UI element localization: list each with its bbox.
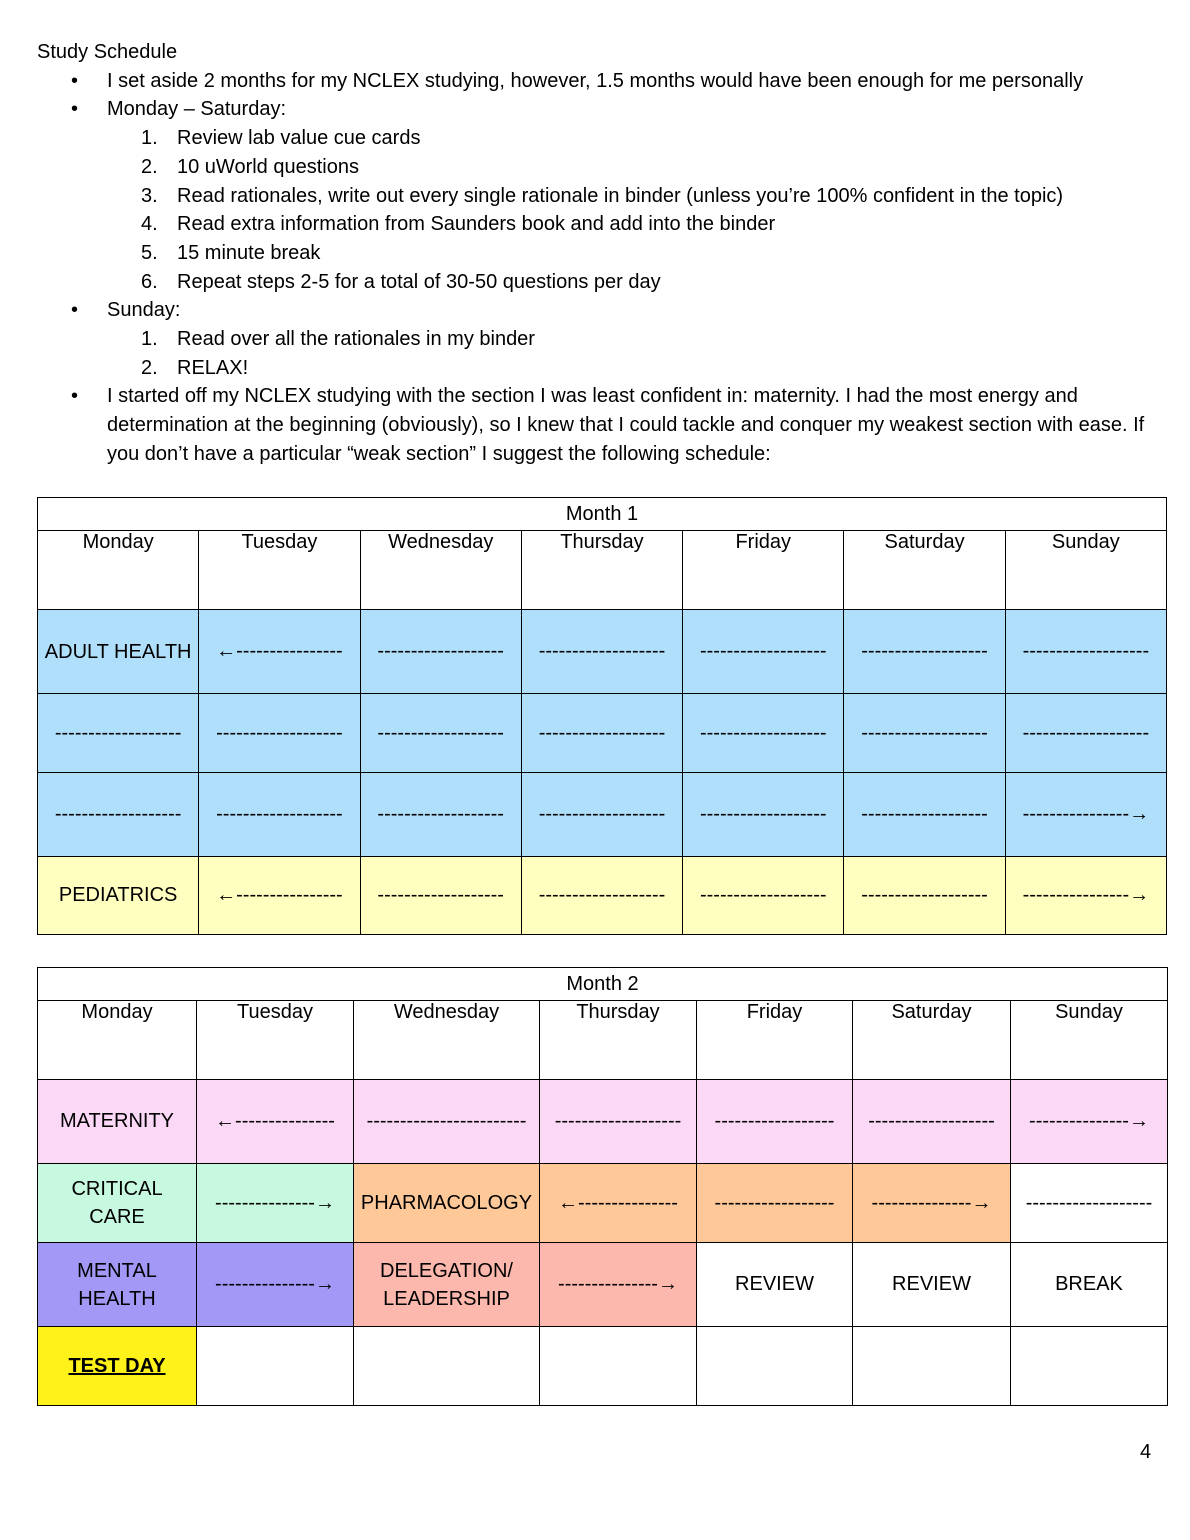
bullet-text: I started off my NCLEX studying with the section I was least confident in: maternity. I had the most energy and determination at the beginning (obviously), so I knew that I could tackle and conquer my weakest section with ease. If you don’t have a particular “weak section” I suggest the following schedule:: [107, 385, 1145, 465]
schedule-cell: -------------------: [521, 857, 682, 935]
schedule-cell: -------------------: [360, 610, 521, 694]
bullet-weekdays: [37, 95, 1167, 296]
subject-mental-health: MENTAL HEALTH: [38, 1243, 197, 1327]
review-cell: REVIEW: [853, 1243, 1011, 1327]
schedule-cell: ---------------→: [197, 1164, 354, 1243]
empty-cell: [197, 1327, 354, 1406]
step-item: 1. Read over all the rationales in my binder: [141, 328, 535, 351]
schedule-cell: -------------------: [521, 694, 682, 773]
empty-cell: [1011, 1327, 1168, 1406]
day-header: Wednesday: [354, 1001, 540, 1080]
schedule-cell: -------------------: [683, 610, 844, 694]
day-header: Tuesday: [199, 531, 360, 610]
month1-title: Month 1: [38, 498, 1167, 531]
empty-cell: [354, 1327, 540, 1406]
day-header: Sunday: [1005, 531, 1166, 610]
step-item: 2. RELAX!: [141, 356, 249, 379]
schedule-cell: -------------------: [683, 773, 844, 857]
schedule-cell: ←----------------: [199, 610, 360, 694]
schedule-cell: -------------------: [199, 694, 360, 773]
schedule-cell: -------------------: [199, 773, 360, 857]
schedule-cell: -------------------: [360, 857, 521, 935]
schedule-cell: -------------------: [360, 773, 521, 857]
bullet-text: Sunday:: [107, 299, 181, 322]
day-header: Thursday: [540, 1001, 697, 1080]
schedule-cell: ------------------------: [354, 1080, 540, 1164]
schedule-cell: ---------------→: [540, 1243, 697, 1327]
schedule-cell: -------------------: [844, 857, 1005, 935]
month2-title: Month 2: [38, 968, 1168, 1001]
schedule-cell: -------------------: [683, 857, 844, 935]
day-header: Friday: [697, 1001, 853, 1080]
page-heading: Study Schedule: [37, 41, 178, 63]
schedule-cell: -------------------: [521, 773, 682, 857]
schedule-cell: -------------------: [844, 694, 1005, 773]
day-header: Monday: [38, 1001, 197, 1080]
empty-cell: [697, 1327, 853, 1406]
step-item: 3. Read rationales, write out every single rationale in binder (unless you’re 100% confident in the topic): [141, 184, 1064, 207]
schedule-cell: ----------------→: [1005, 773, 1166, 857]
schedule-cell: -------------------: [360, 694, 521, 773]
day-header: Monday: [38, 531, 199, 610]
subject-pediatrics: PEDIATRICS: [38, 857, 199, 935]
break-cell: BREAK: [1011, 1243, 1168, 1327]
empty-cell: [540, 1327, 697, 1406]
schedule-cell: -------------------: [844, 773, 1005, 857]
schedule-cell: -------------------: [1005, 610, 1166, 694]
bullet-timeframe: [37, 67, 1167, 96]
subject-critical-care: CRITICAL CARE: [38, 1164, 197, 1243]
schedule-cell: -------------------: [38, 773, 199, 857]
day-header: Sunday: [1011, 1001, 1168, 1080]
schedule-cell: ----------------→: [1005, 857, 1166, 935]
bullet-text: Monday – Saturday:: [107, 98, 286, 121]
schedule-cell: ←---------------: [540, 1164, 697, 1243]
schedule-cell: -------------------: [540, 1080, 697, 1164]
schedule-cell: -------------------: [844, 610, 1005, 694]
weekday-steps: [107, 124, 1167, 296]
schedule-cell: ←---------------: [197, 1080, 354, 1164]
bullet-list: [37, 67, 1167, 469]
schedule-cell: -------------------: [1011, 1164, 1168, 1243]
step-item: 1. Review lab value cue cards: [141, 127, 421, 150]
bullet-suggestion: [37, 382, 1167, 468]
step-item: 6. Repeat steps 2-5 for a total of 30-50 questions per day: [141, 270, 661, 293]
bullet-sunday: [37, 296, 1167, 382]
page-number: 4: [1140, 1441, 1152, 1463]
empty-cell: [853, 1327, 1011, 1406]
schedule-cell: -------------------: [853, 1080, 1011, 1164]
study-schedule-text: [37, 38, 1167, 469]
subject-pharmacology: PHARMACOLOGY: [354, 1164, 540, 1243]
day-header: Saturday: [853, 1001, 1011, 1080]
schedule-cell: -------------------: [38, 694, 199, 773]
schedule-cell: ------------------: [697, 1164, 853, 1243]
subject-maternity: MATERNITY: [38, 1080, 197, 1164]
day-header: Friday: [683, 531, 844, 610]
review-cell: REVIEW: [697, 1243, 853, 1327]
day-header: Saturday: [844, 531, 1005, 610]
schedule-cell: -------------------: [521, 610, 682, 694]
schedule-cell: -------------------: [683, 694, 844, 773]
day-header: Tuesday: [197, 1001, 354, 1080]
schedule-cell: ←----------------: [199, 857, 360, 935]
sunday-steps: [107, 325, 1167, 382]
month1-table: [37, 497, 1167, 935]
schedule-cell: ---------------→: [853, 1164, 1011, 1243]
subject-delegation-leadership: DELEGATION/ LEADERSHIP: [354, 1243, 540, 1327]
schedule-cell: ------------------: [697, 1080, 853, 1164]
day-header: Thursday: [521, 531, 682, 610]
month2-table: [37, 967, 1168, 1406]
test-day-cell: TEST DAY: [38, 1327, 197, 1406]
day-header: Wednesday: [360, 531, 521, 610]
step-item: 4. Read extra information from Saunders book and add into the binder: [141, 213, 776, 236]
step-item: 2. 10 uWorld questions: [141, 155, 359, 178]
schedule-cell: -------------------: [1005, 694, 1166, 773]
schedule-cell: ---------------→: [197, 1243, 354, 1327]
bullet-text: I set aside 2 months for my NCLEX studying, however, 1.5 months would have been enough for me personally: [107, 69, 1084, 92]
subject-adult-health: ADULT HEALTH: [38, 610, 199, 694]
step-item: 5. 15 minute break: [141, 241, 321, 264]
schedule-cell: ---------------→: [1011, 1080, 1168, 1164]
